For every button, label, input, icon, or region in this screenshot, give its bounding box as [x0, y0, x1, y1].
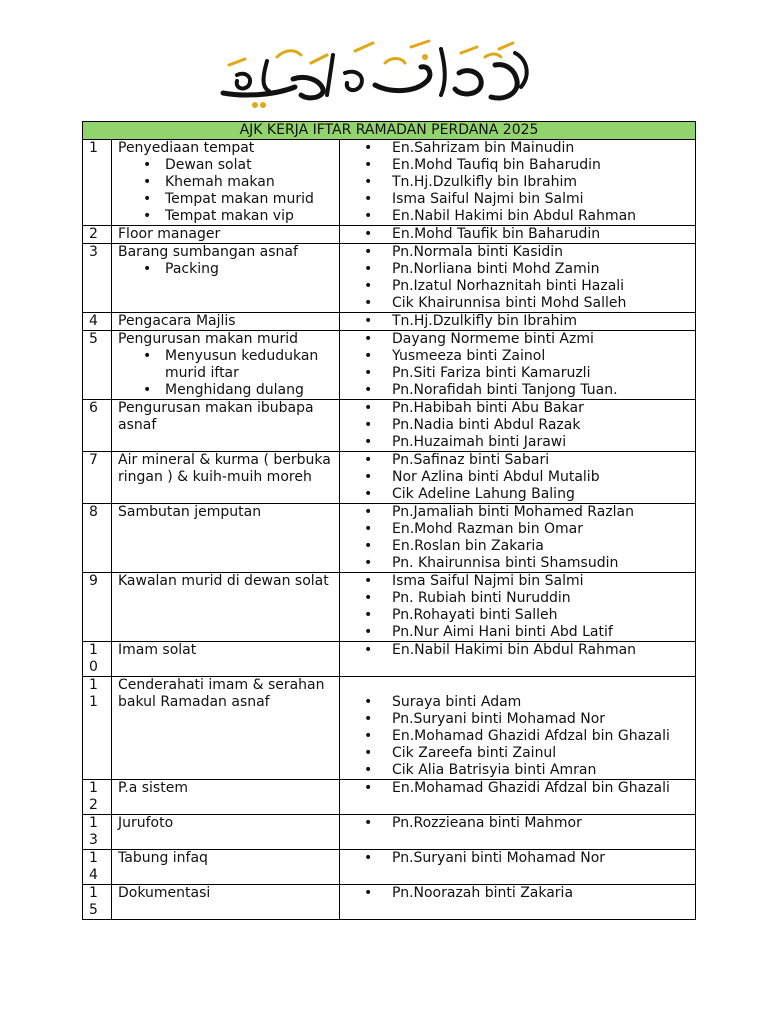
- table-row: [83, 140, 696, 226]
- name-item: • Pn.Jamaliah binti Mohamed Razlan: [346, 504, 689, 521]
- name-item: • Tn.Hj.Dzulkifly bin Ibrahim: [346, 174, 689, 191]
- subtask-list: [118, 157, 333, 225]
- table-row: [83, 400, 696, 452]
- task-cell: [112, 573, 340, 642]
- name-item: • Pn.Suryani binti Mohamad Nor: [346, 850, 689, 867]
- row-number: 13: [83, 815, 112, 850]
- task-cell: [112, 400, 340, 452]
- names-cell: [340, 850, 696, 885]
- task-cell: [112, 850, 340, 885]
- names-cell: [340, 677, 696, 780]
- names-list: [346, 452, 689, 503]
- table-row: [83, 885, 696, 920]
- task-cell: [112, 780, 340, 815]
- table-row: [83, 573, 696, 642]
- table-row: [83, 677, 696, 780]
- name-item: • Pn.Noorazah binti Zakaria: [346, 885, 689, 902]
- task-cell: [112, 452, 340, 504]
- task-cell: [112, 885, 340, 920]
- row-number: 14: [83, 850, 112, 885]
- row-number: 4: [83, 313, 112, 331]
- names-cell: [340, 331, 696, 400]
- task-cell: [112, 226, 340, 244]
- names-list: [346, 140, 689, 225]
- names-list: [346, 244, 689, 312]
- task-label: Cenderahati imam & serahan bakul Ramadan asnaf: [118, 677, 325, 710]
- task-cell: [112, 504, 340, 573]
- name-item: • Pn.Safinaz binti Sabari: [346, 452, 689, 469]
- task-label: Floor manager: [118, 226, 221, 242]
- calligraphy-drawing: [215, 35, 540, 110]
- names-list: [346, 226, 689, 243]
- name-item: • En.Mohd Taufiq bin Baharudin: [346, 157, 689, 174]
- table-body: [83, 140, 696, 920]
- name-item: • Pn.Norliana binti Mohd Zamin: [346, 261, 689, 278]
- task-label: Pengurusan makan murid: [118, 331, 299, 347]
- name-item: • Isma Saiful Najmi bin Salmi: [346, 573, 689, 590]
- name-item: • Cik Khairunnisa binti Mohd Salleh: [346, 295, 689, 312]
- names-list: [346, 400, 689, 451]
- names-cell: [340, 573, 696, 642]
- table-row: [83, 815, 696, 850]
- name-item: • Pn.Rozzieana binti Mahmor: [346, 815, 689, 832]
- name-item: • Nor Azlina binti Abdul Mutalib: [346, 469, 689, 486]
- table-row: [83, 642, 696, 677]
- table-row: [83, 313, 696, 331]
- row-number: 5: [83, 331, 112, 400]
- names-cell: [340, 400, 696, 452]
- subtask-item: • Tempat makan vip: [118, 208, 333, 225]
- table-row: [83, 850, 696, 885]
- row-number: 9: [83, 573, 112, 642]
- task-label: Dokumentasi: [118, 885, 211, 901]
- subtask-item: • Menyusun kedudukan murid iftar: [118, 348, 333, 382]
- names-cell: [340, 452, 696, 504]
- task-label: Pengurusan makan ibubapa asnaf: [118, 400, 314, 433]
- names-list: [346, 780, 689, 797]
- task-label: Tabung infaq: [118, 850, 208, 866]
- task-label: Penyediaan tempat: [118, 140, 255, 156]
- row-number: 12: [83, 780, 112, 815]
- table-row: [83, 452, 696, 504]
- task-cell: [112, 677, 340, 780]
- name-item: • Pn.Rohayati binti Salleh: [346, 607, 689, 624]
- name-item: • Pn.Huzaimah binti Jarawi: [346, 434, 689, 451]
- names-cell: [340, 313, 696, 331]
- row-number: 15: [83, 885, 112, 920]
- name-item: • En.Roslan bin Zakaria: [346, 538, 689, 555]
- names-cell: [340, 642, 696, 677]
- table-row: [83, 244, 696, 313]
- name-item: • Pn.Habibah binti Abu Bakar: [346, 400, 689, 417]
- row-number: 6: [83, 400, 112, 452]
- subtask-item: • Menghidang dulang: [118, 382, 333, 399]
- task-label: P.a sistem: [118, 780, 188, 796]
- row-number: 10: [83, 642, 112, 677]
- name-item: • Pn. Rubiah binti Nuruddin: [346, 590, 689, 607]
- names-cell: [340, 140, 696, 226]
- task-label: Kawalan murid di dewan solat: [118, 573, 329, 589]
- names-list: [346, 850, 689, 867]
- name-item: • Tn.Hj.Dzulkifly bin Ibrahim: [346, 313, 689, 330]
- task-cell: [112, 244, 340, 313]
- table-row: [83, 331, 696, 400]
- names-cell: [340, 885, 696, 920]
- ramadan-kareem-calligraphy-logo: [215, 35, 540, 110]
- names-cell: [340, 504, 696, 573]
- subtask-list: [118, 261, 333, 278]
- task-label: Pengacara Majlis: [118, 313, 236, 329]
- task-cell: [112, 140, 340, 226]
- row-number: 8: [83, 504, 112, 573]
- name-item: • En.Mohd Razman bin Omar: [346, 521, 689, 538]
- row-number: 1: [83, 140, 112, 226]
- task-label: Jurufoto: [118, 815, 174, 831]
- name-item: • Pn.Nur Aimi Hani binti Abd Latif: [346, 624, 689, 641]
- name-item: • En.Mohd Taufik bin Baharudin: [346, 226, 689, 243]
- name-item: • En.Sahrizam bin Mainudin: [346, 140, 689, 157]
- names-list: [346, 331, 689, 399]
- task-cell: [112, 331, 340, 400]
- name-item: • Suraya binti Adam: [346, 694, 689, 711]
- subtask-item: • Dewan solat: [118, 157, 333, 174]
- task-label: Air mineral & kurma ( berbuka ringan ) & kuih-muih moreh: [118, 452, 331, 485]
- row-number: 3: [83, 244, 112, 313]
- name-item: • Cik Zareefa binti Zainul: [346, 745, 689, 762]
- subtask-item: • Khemah makan: [118, 174, 333, 191]
- name-item: • Pn.Izatul Norhaznitah binti Hazali: [346, 278, 689, 295]
- row-number: 11: [83, 677, 112, 780]
- name-item: • Dayang Normeme binti Azmi: [346, 331, 689, 348]
- name-item: • Isma Saiful Najmi bin Salmi: [346, 191, 689, 208]
- name-item: • Pn.Siti Fariza binti Kamaruzli: [346, 365, 689, 382]
- names-cell: [340, 815, 696, 850]
- names-list: [346, 504, 689, 572]
- names-cell: [340, 244, 696, 313]
- names-list: [346, 815, 689, 832]
- name-item: • En.Nabil Hakimi bin Abdul Rahman: [346, 642, 689, 659]
- subtask-item: • Tempat makan murid: [118, 191, 333, 208]
- names-list: [346, 694, 689, 779]
- table-title: AJK KERJA IFTAR RAMADAN PERDANA 2025: [83, 122, 696, 140]
- name-item: • Pn.Norafidah binti Tanjong Tuan.: [346, 382, 689, 399]
- name-item: • Pn.Nadia binti Abdul Razak: [346, 417, 689, 434]
- name-item: • Cik Adeline Lahung Baling: [346, 486, 689, 503]
- task-label: Sambutan jemputan: [118, 504, 262, 520]
- names-list: [346, 573, 689, 641]
- row-number: 7: [83, 452, 112, 504]
- table-row: [83, 226, 696, 244]
- task-cell: [112, 313, 340, 331]
- name-item: • Cik Alia Batrisyia binti Amran: [346, 762, 689, 779]
- task-cell: [112, 815, 340, 850]
- names-list: [346, 885, 689, 902]
- names-list: [346, 642, 689, 659]
- name-item: • Pn.Normala binti Kasidin: [346, 244, 689, 261]
- table-row: [83, 780, 696, 815]
- name-item: • Pn. Khairunnisa binti Shamsudin: [346, 555, 689, 572]
- name-item: • Yusmeeza binti Zainol: [346, 348, 689, 365]
- task-label: Imam solat: [118, 642, 197, 658]
- row-number: 2: [83, 226, 112, 244]
- names-cell: [340, 780, 696, 815]
- name-item: • Pn.Suryani binti Mohamad Nor: [346, 711, 689, 728]
- name-item: • En.Mohamad Ghazidi Afdzal bin Ghazali: [346, 780, 689, 797]
- committee-table: [82, 121, 696, 920]
- subtask-item: • Packing: [118, 261, 333, 278]
- names-list: [346, 313, 689, 330]
- task-cell: [112, 642, 340, 677]
- task-label: Barang sumbangan asnaf: [118, 244, 298, 260]
- subtask-list: [118, 348, 333, 399]
- name-item: • En.Nabil Hakimi bin Abdul Rahman: [346, 208, 689, 225]
- names-cell: [340, 226, 696, 244]
- table-row: [83, 504, 696, 573]
- name-item: • En.Mohamad Ghazidi Afdzal bin Ghazali: [346, 728, 689, 745]
